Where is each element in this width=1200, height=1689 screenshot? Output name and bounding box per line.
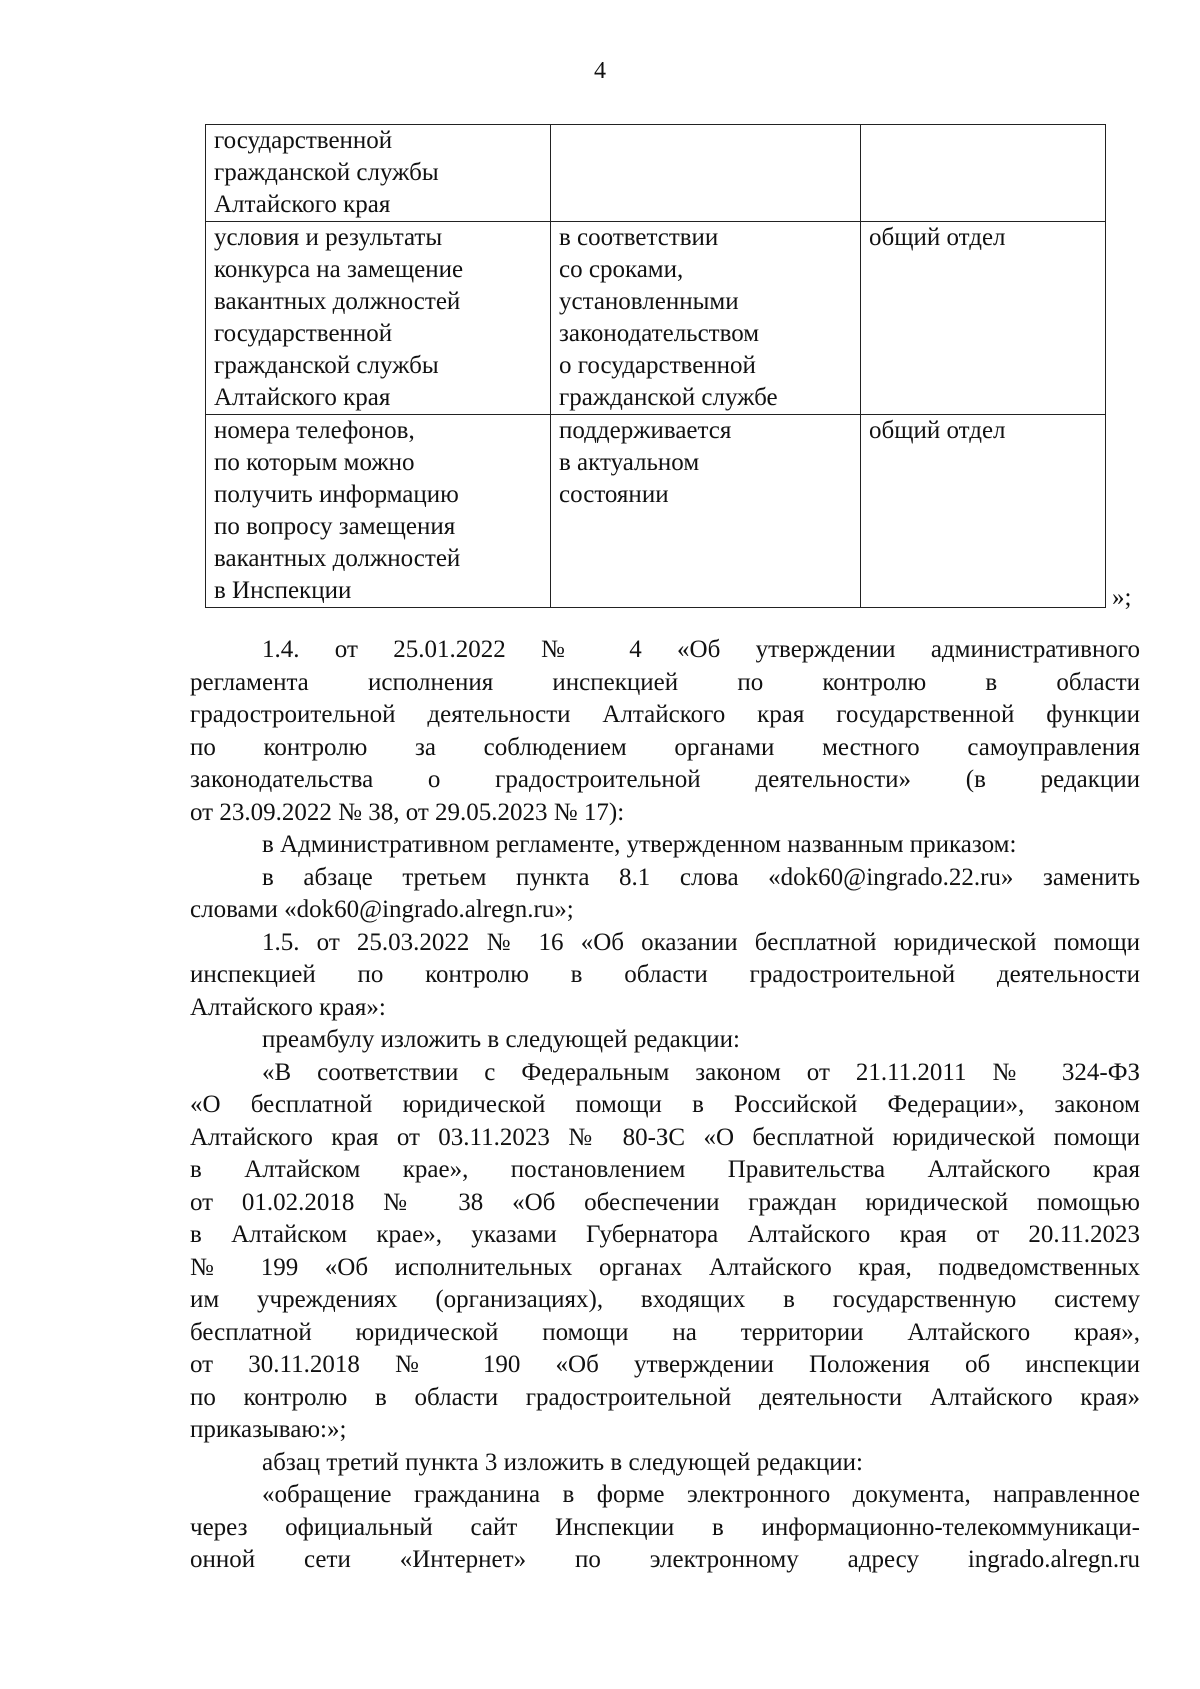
- cell-text-line: вакантных должностей: [214, 545, 461, 572]
- cell-text-line: установленными: [559, 288, 739, 315]
- body-text-line: в Алтайском крае», указами Губернатора Алтайского края от 20.11.2023: [190, 1221, 1140, 1248]
- cell-text-line: поддерживается: [559, 417, 732, 444]
- cell-text-line: государственной: [214, 127, 393, 154]
- responsibility-table: [205, 124, 1106, 608]
- body-text-line: законодательства о градостроительной деятельности» (в редакции: [190, 766, 1140, 793]
- table-closing-quote: »;: [1112, 584, 1132, 611]
- body-text-line: в абзаце третьем пункта 8.1 слова «dok60@ingrado.22.ru» заменить: [262, 863, 1140, 891]
- body-text-line: от 23.09.2022 № 38, от 29.05.2023 № 17):: [190, 798, 625, 826]
- cell-text-line: со сроками,: [559, 256, 684, 283]
- table-cell-col1: [206, 222, 551, 415]
- body-text-line: от 01.02.2018 № 38 «Об обеспечении граждан юридической помощью: [190, 1188, 1140, 1216]
- cell-text-line: в соответствии: [559, 224, 719, 251]
- body-text-line: «О бесплатной юридической помощи в Российской Федерации», законом: [190, 1091, 1140, 1118]
- body-text-line: в Алтайском крае», постановлением Правительства Алтайского края: [190, 1156, 1140, 1183]
- cell-text-line: Алтайского края: [214, 191, 391, 218]
- cell-text-line: гражданской службе: [559, 384, 778, 411]
- body-text-line: от 30.11.2018 № 190 «Об утверждении Положения об инспекции: [190, 1351, 1140, 1378]
- body-text-line: 1.5. от 25.03.2022 № 16 «Об оказании бесплатной юридической помощи: [262, 928, 1140, 956]
- cell-text-line: в актуальном: [559, 449, 700, 476]
- body-text-line: «обращение гражданина в форме электронного документа, направленное: [262, 1481, 1140, 1508]
- body-text-line: 1.4. от 25.01.2022 № 4 «Об утверждении административного: [262, 636, 1140, 663]
- cell-text-line: государственной: [214, 320, 393, 347]
- table-cell-col1: [206, 415, 551, 608]
- body-text-line: по контролю за соблюдением органами местного самоуправления: [190, 733, 1140, 761]
- cell-text-line: по которым можно: [214, 449, 415, 476]
- body-text-line: преамбулу изложить в следующей редакции:: [262, 1026, 741, 1053]
- cell-text-line: гражданской службы: [214, 159, 439, 186]
- cell-text-line: гражданской службы: [214, 352, 439, 379]
- table-cell-col2: [551, 415, 861, 608]
- cell-text-line: условия и результаты: [214, 224, 443, 251]
- cell-text-line: общий отдел: [869, 417, 1006, 444]
- body-text-line: № 199 «Об исполнительных органах Алтайского края, подведомственных: [190, 1253, 1140, 1281]
- body-text-line: словами «dok60@ingrado.alregn.ru»;: [190, 896, 574, 923]
- body-text-line: через официальный сайт Инспекции в информационно-телекоммуникаци-: [190, 1513, 1140, 1541]
- document-body: [190, 634, 1140, 1577]
- cell-text-line: в Инспекции: [214, 577, 352, 604]
- table-row: [206, 415, 1106, 608]
- page-number: 4: [594, 58, 606, 84]
- body-text-line: регламента исполнения инспекцией по контролю в области: [190, 668, 1140, 696]
- table-cell-col2: [551, 222, 861, 415]
- cell-text-line: по вопросу замещения: [214, 513, 456, 540]
- body-text-line: инспекцией по контролю в области градостроительной деятельности: [190, 961, 1140, 988]
- table-row: [206, 222, 1106, 415]
- body-text-line: градостроительной деятельности Алтайского края государственной функции: [190, 701, 1140, 728]
- table-cell-col1: [206, 125, 551, 222]
- body-text-line: бесплатной юридической помощи на территории Алтайского края»,: [190, 1318, 1140, 1346]
- table-cell-col3: [861, 125, 1106, 222]
- table-cell-col2: [551, 125, 861, 222]
- cell-text-line: получить информацию: [214, 481, 459, 508]
- table-cell-col3: [861, 415, 1106, 608]
- body-text-line: по контролю в области градостроительной деятельности Алтайского края»: [190, 1383, 1140, 1411]
- cell-text-line: вакантных должностей: [214, 288, 461, 315]
- body-text-line: им учреждениях (организациях), входящих в государственную систему: [190, 1286, 1140, 1313]
- cell-text-line: конкурса на замещение: [214, 256, 464, 283]
- cell-text-line: Алтайского края: [214, 384, 391, 411]
- body-text-line: Алтайского края от 03.11.2023 № 80-ЗС «О бесплатной юридической помощи: [190, 1123, 1140, 1151]
- table-cell-col3: [861, 222, 1106, 415]
- cell-text-line: законодательством: [559, 320, 760, 347]
- body-text-line: Алтайского края»:: [190, 993, 386, 1021]
- table-row: [206, 125, 1106, 222]
- body-text-line: онной сети «Интернет» по электронному адресу ingrado.alregn.ru: [190, 1546, 1140, 1573]
- body-text-line: приказываю:»;: [190, 1416, 347, 1443]
- cell-text-line: номера телефонов,: [214, 417, 415, 444]
- cell-text-line: общий отдел: [869, 224, 1006, 251]
- cell-text-line: состоянии: [559, 481, 669, 508]
- body-text-line: абзац третий пункта 3 изложить в следующей редакции:: [262, 1448, 863, 1476]
- cell-text-line: о государственной: [559, 352, 756, 379]
- body-text-line: «В соответствии с Федеральным законом от 21.11.2011 № 324-ФЗ: [262, 1058, 1140, 1086]
- body-text-line: в Административном регламенте, утвержденном названным приказом:: [262, 831, 1017, 858]
